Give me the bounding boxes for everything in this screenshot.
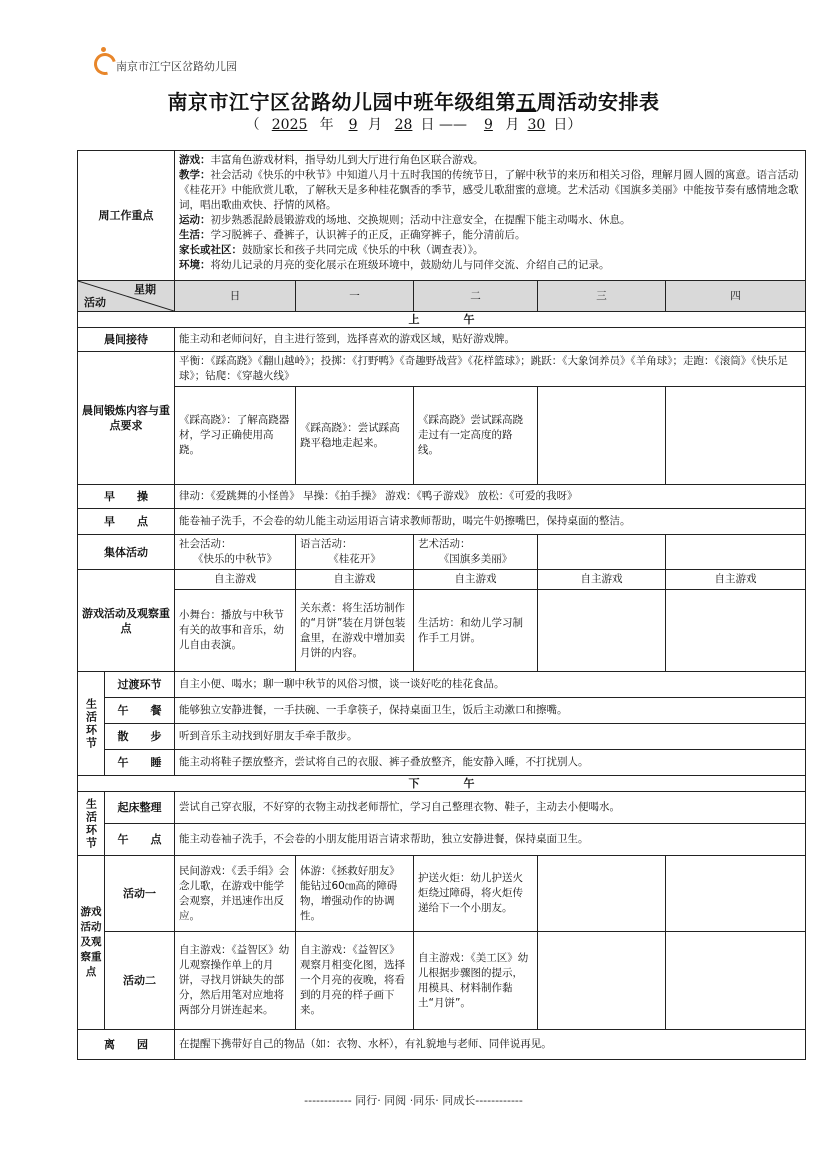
- date-day-start: 28: [394, 117, 413, 133]
- date-month-end: 9: [483, 117, 493, 133]
- life-row-text: 能够独立安静进餐，一手扶碗、一手拿筷子，保持桌面卫生，饭后主动漱口和擦嘴。: [175, 698, 806, 724]
- group-kind: 社会活动：: [179, 538, 232, 550]
- group-name: 《桂花开》: [328, 553, 381, 565]
- morning-exercise-content: 平衡：《踩高跷》《翻山越岭》；投掷：《打野鸭》《奇趣野战营》《花样篮球》；跳跃：《大象饲养员》《羊角球》；走跑：《滚筒》《快乐足球》；钻爬：《穿越火线》: [175, 352, 806, 387]
- morning-ex-label: 早 操: [78, 485, 175, 509]
- section-afternoon: 下 午: [78, 776, 806, 792]
- pm-act1-cell: [538, 856, 666, 932]
- pm-act2-cell: [666, 932, 806, 1030]
- logo-text: 南京市江宁区岔路幼儿园: [116, 60, 237, 73]
- pm-act1-label: 活动一: [105, 856, 175, 932]
- group-activity-cell: [414, 535, 538, 570]
- morning-exercise-label: 晨间锻炼内容与重点要求: [78, 352, 175, 485]
- leave-label: 离 园: [78, 1030, 175, 1060]
- life-row-label: 午 睡: [105, 750, 175, 776]
- play-title: 自主游戏: [414, 570, 538, 590]
- header-corner: [78, 281, 175, 312]
- group-activity-cell: [296, 535, 414, 570]
- day-header: 四: [666, 281, 806, 312]
- date-dash: ——: [438, 117, 467, 133]
- play-title: 自主游戏: [296, 570, 414, 590]
- morning-ex-text: 律动：《爱跳舞的小怪兽》 早操：《拍手操》 游戏：《鸭子游戏》 放松：《可爱的我呀》: [175, 485, 806, 509]
- schedule-sheet: [77, 150, 805, 1060]
- exercise-day-cell: 《踩高跷》：尝试踩高跷平稳地走起来。: [296, 387, 414, 485]
- leave-text: 在提醒下携带好自己的物品（如：衣物、水杯），有礼貌地与老师、同伴说再见。: [175, 1030, 806, 1060]
- pm-act1-cell: [666, 856, 806, 932]
- play-day-cell: 生活坊：和幼儿学习制作手工月饼。: [414, 590, 538, 672]
- kindergarten-logo-icon: [92, 47, 114, 73]
- section-morning: 上 午: [78, 312, 806, 328]
- date-close: 日）: [553, 117, 582, 133]
- play-day-cell: 小舞台：播放与中秋节有关的故事和音乐，幼儿自由表演。: [175, 590, 296, 672]
- play-day-cell: [666, 590, 806, 672]
- pm-act2-cell: [538, 932, 666, 1030]
- page-title: [0, 86, 827, 115]
- kindergarten-logo: [92, 46, 237, 74]
- reception-text: 能主动和老师问好，自主进行签到，选择喜欢的游戏区域，贴好游戏牌。: [175, 328, 806, 352]
- pm-act1-cell: 护送火炬：幼儿护送火炬绕过障碍，将火炬传递给下一个小朋友。: [414, 856, 538, 932]
- life-row-text: 听到音乐主动找到好朋友手牵手散步。: [175, 724, 806, 750]
- life-row-text: 自主小便、喝水；聊一聊中秋节的风俗习惯，谈一谈好吃的桂花食品。: [175, 672, 806, 698]
- date-day-end: 30: [527, 117, 546, 133]
- title-week: 五: [516, 90, 537, 114]
- pm-play-label: 游戏活动及观察重点: [78, 856, 105, 1030]
- date-open: （: [245, 117, 260, 133]
- schedule-table-morning: [77, 150, 806, 1060]
- life-row-label: 午 餐: [105, 698, 175, 724]
- life-row-label: 午 点: [105, 824, 175, 856]
- life-row-label: 起床整理: [105, 792, 175, 824]
- date-month-label: 月: [368, 117, 383, 133]
- focus-game: 游戏：丰富角色游戏材料，指导幼儿到大厅进行角色区联合游戏。: [179, 154, 484, 166]
- snack-text: 能卷袖子洗手，不会卷的幼儿能主动运用语言请求教师帮助，喝完牛奶擦嘴巴，保持桌面的整洁。: [175, 509, 806, 535]
- group-kind: 艺术活动：: [418, 538, 471, 550]
- footer-slogan: ------------ 同行· 同阅 ·同乐· 同成长------------: [304, 1094, 523, 1107]
- date-year: 2025: [271, 117, 308, 133]
- focus-teaching: 教学：社会活动《快乐的中秋节》中知道八月十五时我国的传统节日，了解中秋节的来历和相关习俗，理解月圆人圆的寓意。语言活动《桂花开》中能欣赏儿歌，了解秋天是多种桂花飘香的季节，感受儿歌甜蜜的意境。艺术活动《国旗多美丽》中能按节奏有感情地念歌词，唱出歌曲欢快、抒情的风格。: [179, 169, 799, 211]
- date-month-start: 9: [348, 117, 358, 133]
- play-day-cell: 关东煮：将生活坊制作的“月饼”装在月饼包装盒里，在游戏中增加卖月饼的内容。: [296, 590, 414, 672]
- weekly-focus: [175, 151, 806, 281]
- pm-act2-label: 活动二: [105, 932, 175, 1030]
- pm-act2-cell: 自主游戏：《益智区》幼儿观察操作单上的月饼，寻找月饼缺失的部分，然后用笔对应地将两部分月饼连起来。: [175, 932, 296, 1030]
- group-kind: 语言活动：: [300, 538, 353, 550]
- group-activity-cell: [666, 535, 806, 570]
- life-row-label: 过渡环节: [105, 672, 175, 698]
- exercise-day-cell: 《踩高跷》：了解高跷器材，学习正确使用高跷。: [175, 387, 296, 485]
- activity-label: 活动: [84, 296, 106, 309]
- day-header: 一: [296, 281, 414, 312]
- date-day-label: 日: [420, 117, 435, 133]
- pm-act2-cell: 自主游戏：《益智区》观察月相变化图，选择一个月亮的夜晚，将看到的月亮的样子画下来。: [296, 932, 414, 1030]
- life-row-label: 散 步: [105, 724, 175, 750]
- group-activity-cell: [538, 535, 666, 570]
- play-day-cell: [538, 590, 666, 672]
- weekday-label: 星期: [134, 283, 156, 296]
- life-row-text: 能主动卷袖子洗手，不会卷的小朋友能用语言请求帮助，独立安静进餐，保持桌面卫生。: [175, 824, 806, 856]
- day-header: 二: [414, 281, 538, 312]
- focus-family: 家长或社区：鼓励家长和孩子共同完成《快乐的中秋（调查表）》。: [179, 244, 484, 256]
- reception-label: 晨间接待: [78, 328, 175, 352]
- play-title: 自主游戏: [666, 570, 806, 590]
- play-title: 自主游戏: [538, 570, 666, 590]
- play-label: 游戏活动及观察重点: [78, 570, 175, 672]
- date-year-label: 年: [319, 117, 334, 133]
- play-title: 自主游戏: [175, 570, 296, 590]
- date-month-label-2: 月: [505, 117, 520, 133]
- pm-act2-cell: 自主游戏：《美工区》幼儿根据步骤图的提示，用模具、材料制作黏土“月饼”。: [414, 932, 538, 1030]
- title-prefix: 南京市江宁区岔路幼儿园中班年级组第: [167, 90, 516, 114]
- date-range: [0, 114, 827, 134]
- snack-label: 早 点: [78, 509, 175, 535]
- pm-act1-cell: 民间游戏：《丢手绢》会念儿歌，在游戏中能学会观察，并迅速作出反应。: [175, 856, 296, 932]
- exercise-day-cell: [666, 387, 806, 485]
- group-activity-cell: [175, 535, 296, 570]
- life-morning-label: 生活环节: [78, 672, 105, 776]
- life-afternoon-label: 生活环节: [78, 792, 105, 856]
- life-row-text: 能主动将鞋子摆放整齐，尝试将自己的衣服、裤子叠放整齐，能安静入睡，不打扰别人。: [175, 750, 806, 776]
- exercise-day-cell: [538, 387, 666, 485]
- weekly-focus-label: 周工作重点: [78, 151, 175, 281]
- group-name: 《快乐的中秋节》: [193, 553, 277, 565]
- life-row-text: 尝试自己穿衣服，不好穿的衣物主动找老师帮忙，学习自己整理衣物、鞋子，主动去小便喝水。: [175, 792, 806, 824]
- title-suffix: 周活动安排表: [536, 90, 660, 114]
- group-name: 《国旗多美丽》: [438, 553, 513, 565]
- focus-sports: 运动：初步熟悉混龄晨锻游戏的场地、交换规则；活动中注意安全，在提醒下能主动喝水、休息。: [179, 214, 631, 226]
- exercise-day-cell: 《踩高跷》尝试踩高跷走过有一定高度的路线。: [414, 387, 538, 485]
- day-header: 三: [538, 281, 666, 312]
- focus-life: 生活：学习脱裤子、叠裤子，认识裤子的正反，正确穿裤子，能分清前后。: [179, 229, 526, 241]
- focus-environment: 环境：将幼儿记录的月亮的变化展示在班级环境中，鼓励幼儿与同伴交流、介绍自己的记录。: [179, 259, 610, 271]
- day-header: 日: [175, 281, 296, 312]
- group-activity-label: 集体活动: [78, 535, 175, 570]
- pm-act1-cell: 体游：《拯救好朋友》能钻过60㎝高的障碍物，增强动作的协调性。: [296, 856, 414, 932]
